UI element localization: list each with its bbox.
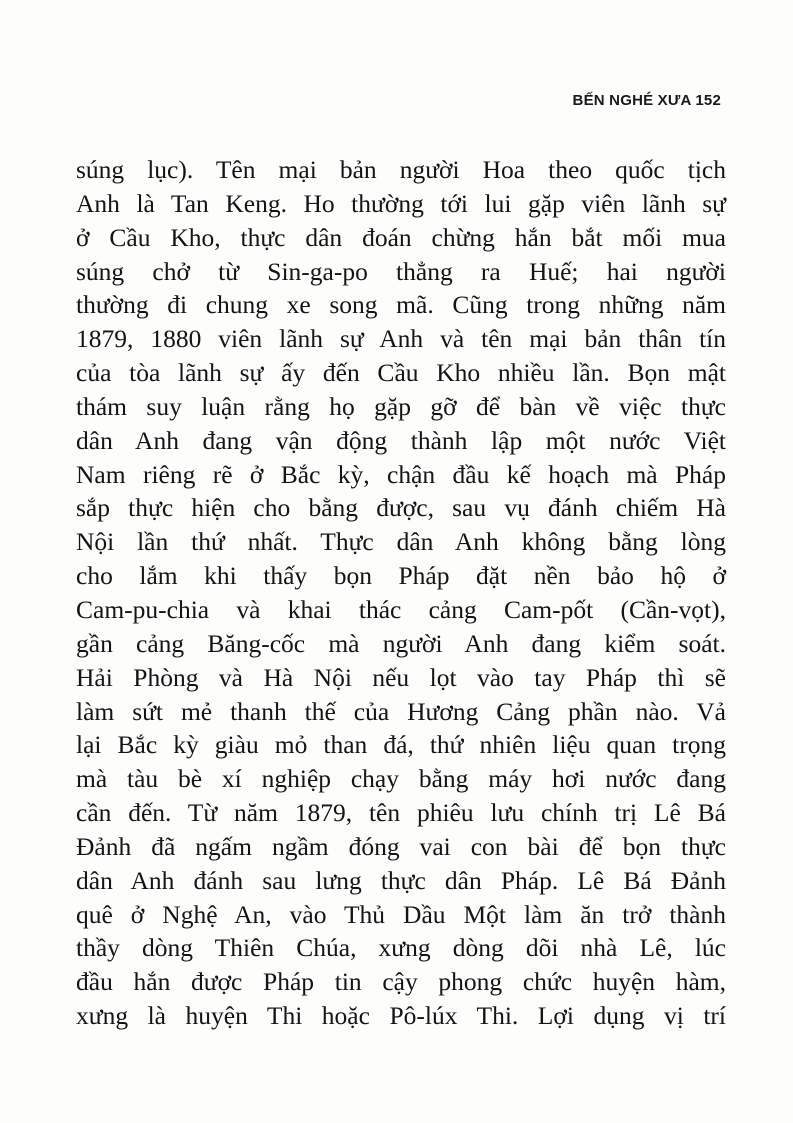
text-line: Cam-pu-chia và khai thác cảng Cam-pốt (Cần-vọt), [76, 594, 726, 624]
text-line: lại Bắc kỳ giàu mỏ than đá, thứ nhiên liệu quan trọng [76, 730, 726, 760]
text-line: cho lắm khi thấy bọn Pháp đặt nền bảo hộ ở [76, 561, 726, 591]
text-line: súng lục). Tên mại bản người Hoa theo quốc tịch [76, 155, 726, 184]
text-line: mà tàu bè xí nghiệp chạy bằng máy hơi nước đang [76, 764, 726, 794]
text-line: cần đến. Từ năm 1879, tên phiêu lưu chính trị Lê Bá [76, 798, 726, 828]
text-line: gần cảng Băng-cốc mà người Anh đang kiểm soát. [76, 628, 726, 658]
text-line: của tòa lãnh sự ấy đến Cầu Kho nhiều lần. Bọn mật [76, 358, 726, 388]
text-line: quê ở Nghệ An, vào Thủ Dầu Một làm ăn trở thành [76, 899, 726, 929]
text-line: Hải Phòng và Hà Nội nếu lọt vào tay Pháp thì sẽ [76, 662, 726, 692]
text-line: 1879, 1880 viên lãnh sự Anh và tên mại bản thân tín [76, 324, 726, 354]
text-line: dân Anh đánh sau lưng thực dân Pháp. Lê Bá Đảnh [76, 865, 726, 895]
text-line: súng chở từ Sin-ga-po thẳng ra Huế; hai người [76, 256, 726, 286]
text-line: dân Anh đang vận động thành lập một nước Việt [76, 425, 726, 455]
text-line: Nội lần thứ nhất. Thực dân Anh không bằng lòng [76, 527, 726, 557]
body-text [76, 153, 726, 1033]
text-line: Đảnh đã ngấm ngầm đóng vai con bài để bọn thực [76, 831, 726, 861]
text-line: xưng là huyện Thi hoặc Pô-lúx Thi. Lợi dụng vị trí [76, 1001, 726, 1031]
text-line: thám suy luận rằng họ gặp gỡ để bàn về việc thực [76, 391, 726, 421]
text-line: ở Cầu Kho, thực dân đoán chừng hắn bắt mối mua [76, 222, 726, 252]
text-line: làm sứt mẻ thanh thế của Hương Cảng phần nào. Vả [76, 696, 726, 726]
text-line: đầu hắn được Pháp tin cậy phong chức huyện hàm, [76, 967, 726, 997]
text-line: Nam riêng rẽ ở Bắc kỳ, chận đầu kế hoạch mà Pháp [76, 459, 726, 489]
text-line: thầy dòng Thiên Chúa, xưng dòng dõi nhà Lê, lúc [76, 933, 726, 963]
text-line: Anh là Tan Keng. Ho thường tới lui gặp viên lãnh sự [76, 188, 726, 218]
text-line: thường đi chung xe song mã. Cũng trong những năm [76, 290, 726, 320]
running-header: BẾN NGHÉ XƯA 152 [572, 92, 721, 109]
text-line: sắp thực hiện cho bằng được, sau vụ đánh chiếm Hà [76, 493, 726, 523]
